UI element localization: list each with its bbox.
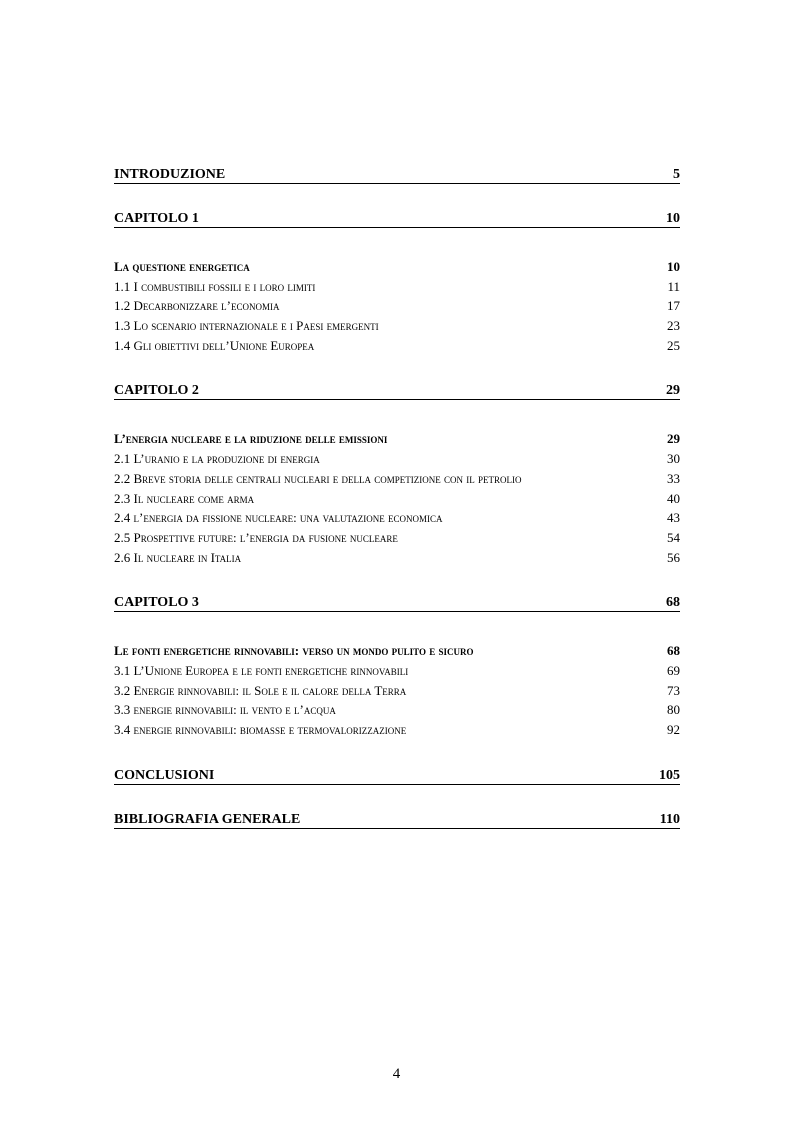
toc-page-number: 25 bbox=[667, 337, 680, 353]
toc-page-number: 33 bbox=[667, 470, 680, 486]
toc-introduzione bbox=[114, 166, 680, 184]
toc-chapter-3 bbox=[114, 594, 680, 612]
toc-page-number: 110 bbox=[659, 811, 680, 827]
toc-page-number: 23 bbox=[667, 318, 680, 334]
toc-entry bbox=[114, 681, 680, 701]
page bbox=[114, 0, 680, 1123]
toc-section-title: L’energia nucleare e la riduzione delle emissioni bbox=[114, 431, 388, 447]
toc-page-number: 17 bbox=[667, 298, 680, 314]
toc-page-number: 105 bbox=[659, 767, 680, 783]
toc-entry-title: 2.3 Il nucleare come arma bbox=[114, 490, 255, 506]
toc-main-title: BIBLIOGRAFIA GENERALE bbox=[114, 811, 301, 827]
toc-entry-title: 3.4 energie rinnovabili: biomasse e termovalorizzazione bbox=[114, 722, 407, 737]
toc-entry-title: 3.3 energie rinnovabili: il vento e l’acqua bbox=[114, 702, 336, 718]
toc-main-title: CAPITOLO 3 bbox=[114, 595, 199, 611]
toc-entry-title: 3.1 L’Unione Europea e le fonti energetiche rinnovabili bbox=[114, 662, 409, 678]
toc-entry bbox=[114, 277, 680, 297]
toc-entry bbox=[114, 316, 680, 336]
toc-page-number: 68 bbox=[667, 643, 680, 659]
toc-page-number: 56 bbox=[667, 549, 680, 565]
toc-page-number: 29 bbox=[666, 383, 680, 399]
toc-entry bbox=[114, 469, 680, 489]
toc-page-number: 10 bbox=[667, 259, 680, 274]
toc-page-number: 29 bbox=[667, 431, 680, 447]
toc-entry bbox=[114, 489, 680, 509]
toc-entry-title: 1.1 I combustibili fossili e i loro limiti bbox=[114, 278, 316, 294]
toc-main-title: INTRODUZIONE bbox=[114, 167, 226, 182]
toc-entry-title: 2.5 Prospettive future: l’energia da fusione nucleare bbox=[114, 529, 398, 545]
toc-chapter-1 bbox=[114, 210, 680, 228]
toc-page-number: 5 bbox=[673, 167, 680, 182]
toc-entry-title: 1.2 Decarbonizzare l’economia bbox=[114, 298, 280, 314]
toc-page-number: 54 bbox=[667, 529, 680, 545]
toc-entry-title: 3.2 Energie rinnovabili: il Sole e il calore della Terra bbox=[114, 682, 407, 698]
toc-entry bbox=[114, 296, 680, 316]
toc-entry-title: 2.1 L’uranio e la produzione di energia bbox=[114, 451, 320, 467]
toc-page-number: 80 bbox=[667, 702, 680, 718]
toc-main-title: CAPITOLO 1 bbox=[114, 211, 199, 226]
table-of-contents bbox=[114, 166, 680, 829]
toc-entry bbox=[114, 336, 680, 356]
toc-page-number: 43 bbox=[667, 510, 680, 526]
toc-page-number: 92 bbox=[667, 722, 680, 737]
toc-chapter-2 bbox=[114, 382, 680, 400]
toc-page-number: 69 bbox=[667, 662, 680, 678]
page-number-footer: 4 bbox=[392, 1066, 401, 1082]
toc-page-number: 30 bbox=[667, 451, 680, 467]
toc-entry bbox=[114, 548, 680, 568]
toc-main-title: CONCLUSIONI bbox=[114, 767, 215, 783]
toc-page-number: 11 bbox=[667, 278, 680, 294]
toc-entry-title: 2.4 l’energia da fissione nucleare: una valutazione economica bbox=[114, 510, 443, 526]
toc-entry bbox=[114, 508, 680, 528]
toc-page-number: 68 bbox=[666, 595, 680, 611]
toc-entry bbox=[114, 700, 680, 720]
toc-section-heading bbox=[114, 641, 680, 661]
toc-section-heading bbox=[114, 429, 680, 449]
toc-entry bbox=[114, 720, 680, 740]
toc-main-title: CAPITOLO 2 bbox=[114, 383, 199, 399]
toc-bibliografia bbox=[114, 811, 680, 829]
toc-entry bbox=[114, 528, 680, 548]
toc-entry-title: 2.6 Il nucleare in Italia bbox=[114, 549, 242, 565]
toc-conclusioni bbox=[114, 767, 680, 785]
toc-page-number: 73 bbox=[667, 682, 680, 698]
toc-section-heading bbox=[114, 257, 680, 277]
toc-page-number: 40 bbox=[667, 490, 680, 506]
toc-entry bbox=[114, 449, 680, 469]
toc-entry-title: 2.2 Breve storia delle centrali nucleari e della competizione con il petrolio bbox=[114, 470, 522, 486]
toc-entry bbox=[114, 661, 680, 681]
toc-section-title: Le fonti energetiche rinnovabili: verso un mondo pulito e sicuro bbox=[114, 643, 474, 659]
toc-section-title: La questione energetica bbox=[114, 259, 250, 274]
toc-entry-title: 1.3 Lo scenario internazionale e i Paesi emergenti bbox=[114, 318, 379, 334]
toc-entry-title: 1.4 Gli obiettivi dell’Unione Europea bbox=[114, 337, 315, 353]
toc-page-number: 10 bbox=[666, 211, 680, 226]
